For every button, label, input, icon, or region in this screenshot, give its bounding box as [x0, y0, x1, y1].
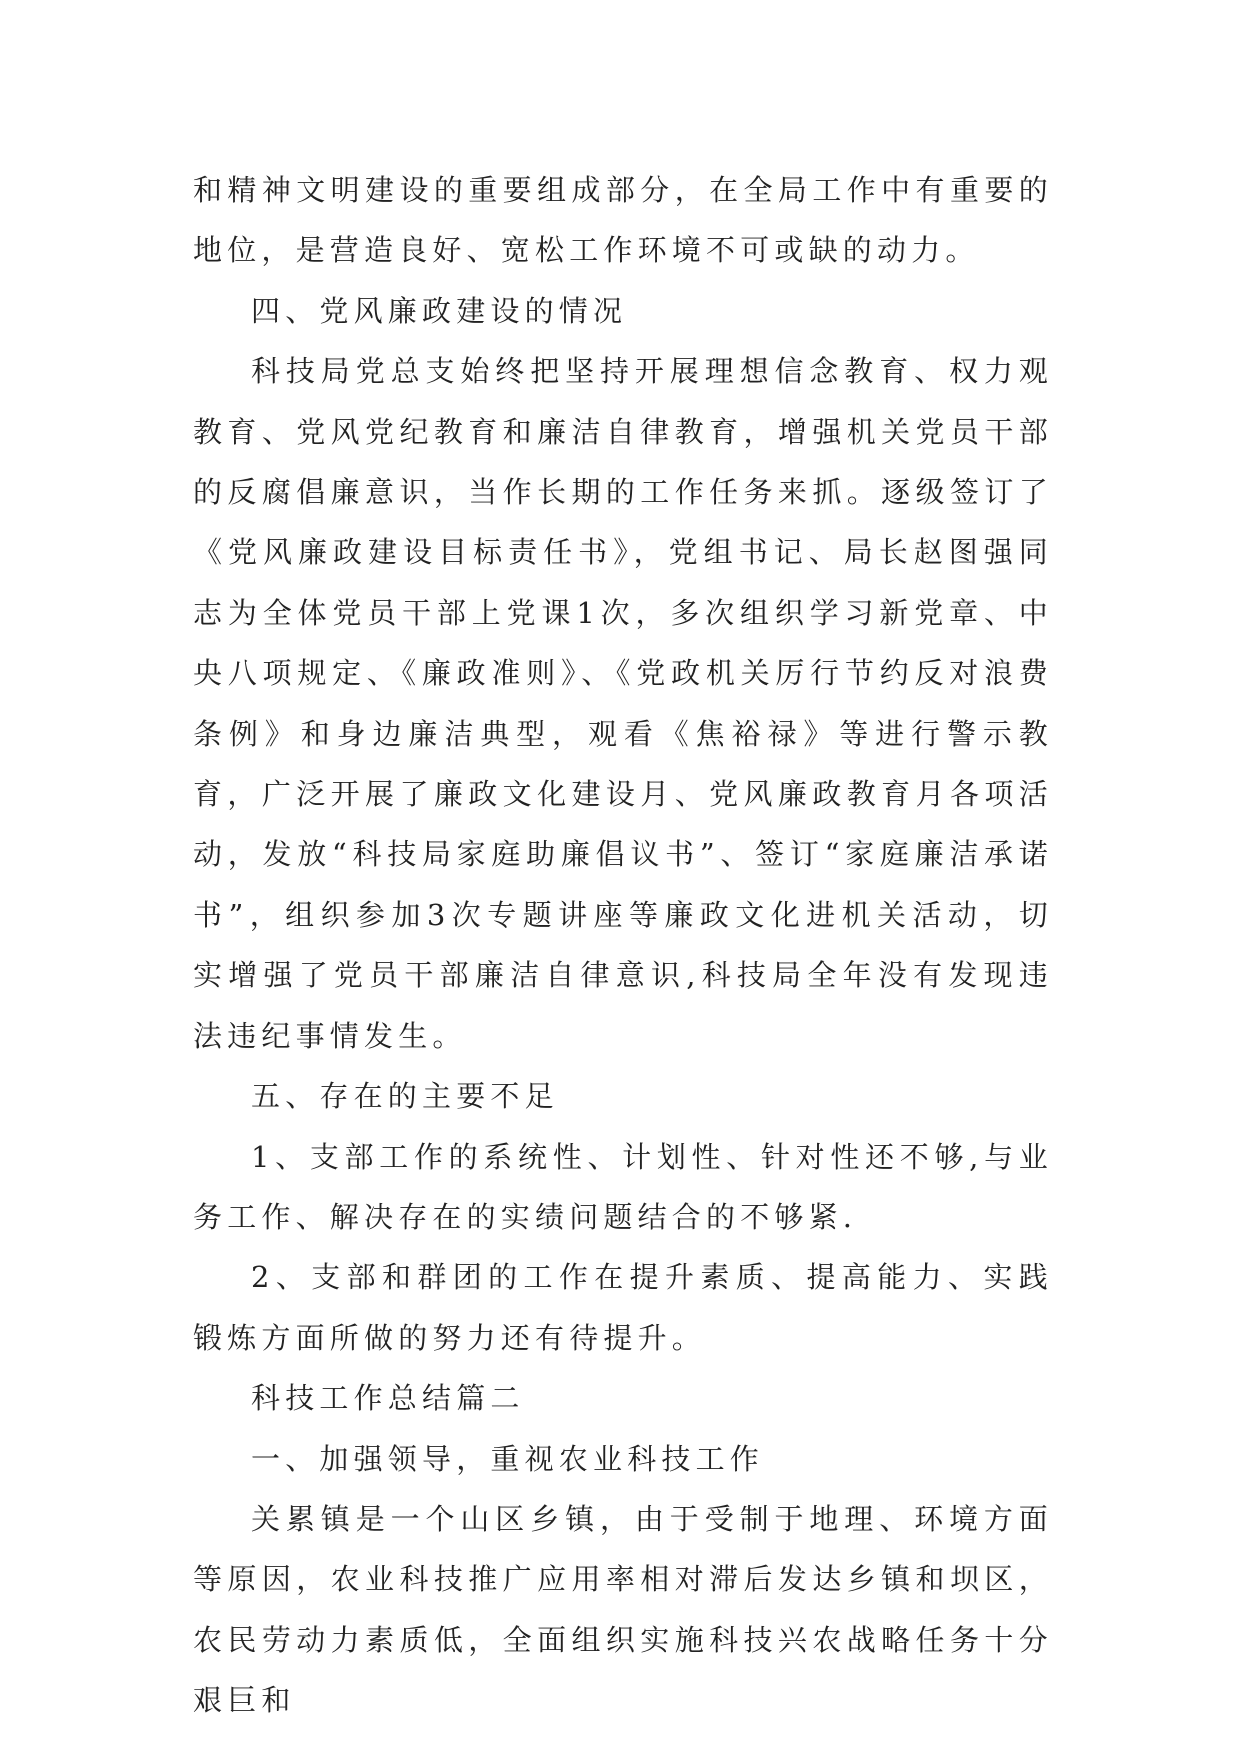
section-heading-five: 五、存在的主要不足	[251, 1079, 559, 1114]
paragraph-guanlei-town: 关累镇是一个山区乡镇，由于受制于地理、环境方面等原因，农业科技推广应用率相对滞后发达乡镇和坝区，农民劳动力素质低，全面组织实施科技兴农战略任务十分艰巨和	[193, 1501, 1053, 1718]
paragraph-continuation: 和精神文明建设的重要组成部分，在全局工作中有重要的地位，是营造良好、宽松工作环境不可或缺的动力。	[193, 173, 1053, 268]
list-item-shortcoming-1: 1、支部工作的系统性、计划性、针对性还不够,与业务工作、解决存在的实绩问题结合的不够紧.	[193, 1139, 1053, 1234]
section-heading-four: 四、党风廉政建设的情况	[251, 293, 628, 328]
paragraph-anticorruption: 科技局党总支始终把坚持开展理想信念教育、权力观教育、党风党纪教育和廉洁自律教育，增强机关党员干部的反腐倡廉意识，当作长期的工作任务来抓。逐级签订了《党风廉政建设目标责任书》，党组书记、局长赵图强同志为全体党员干部上党课1次，多次组织学习新党章、中央八项规定、《廉政准则》、《党政机关厉行节约反对浪费条例》和身边廉洁典型，观看《焦裕禄》等进行警示教育，广泛开展了廉政文化建设月、党风廉政教育月各项活动，发放“科技局家庭助廉倡议书”、签订“家庭廉洁承诺书”，组织参加3次专题讲座等廉政文化进机关活动，切实增强了党员干部廉洁自律意识,科技局全年没有发现违法违纪事情发生。	[193, 354, 1053, 1053]
document-body	[193, 160, 1053, 1731]
article-title-part-two: 科技工作总结篇二	[251, 1381, 525, 1416]
section-heading-one: 一、加强领导，重视农业科技工作	[251, 1441, 765, 1476]
list-item-shortcoming-2: 2、支部和群团的工作在提升素质、提高能力、实践锻炼方面所做的努力还有待提升。	[193, 1260, 1053, 1355]
